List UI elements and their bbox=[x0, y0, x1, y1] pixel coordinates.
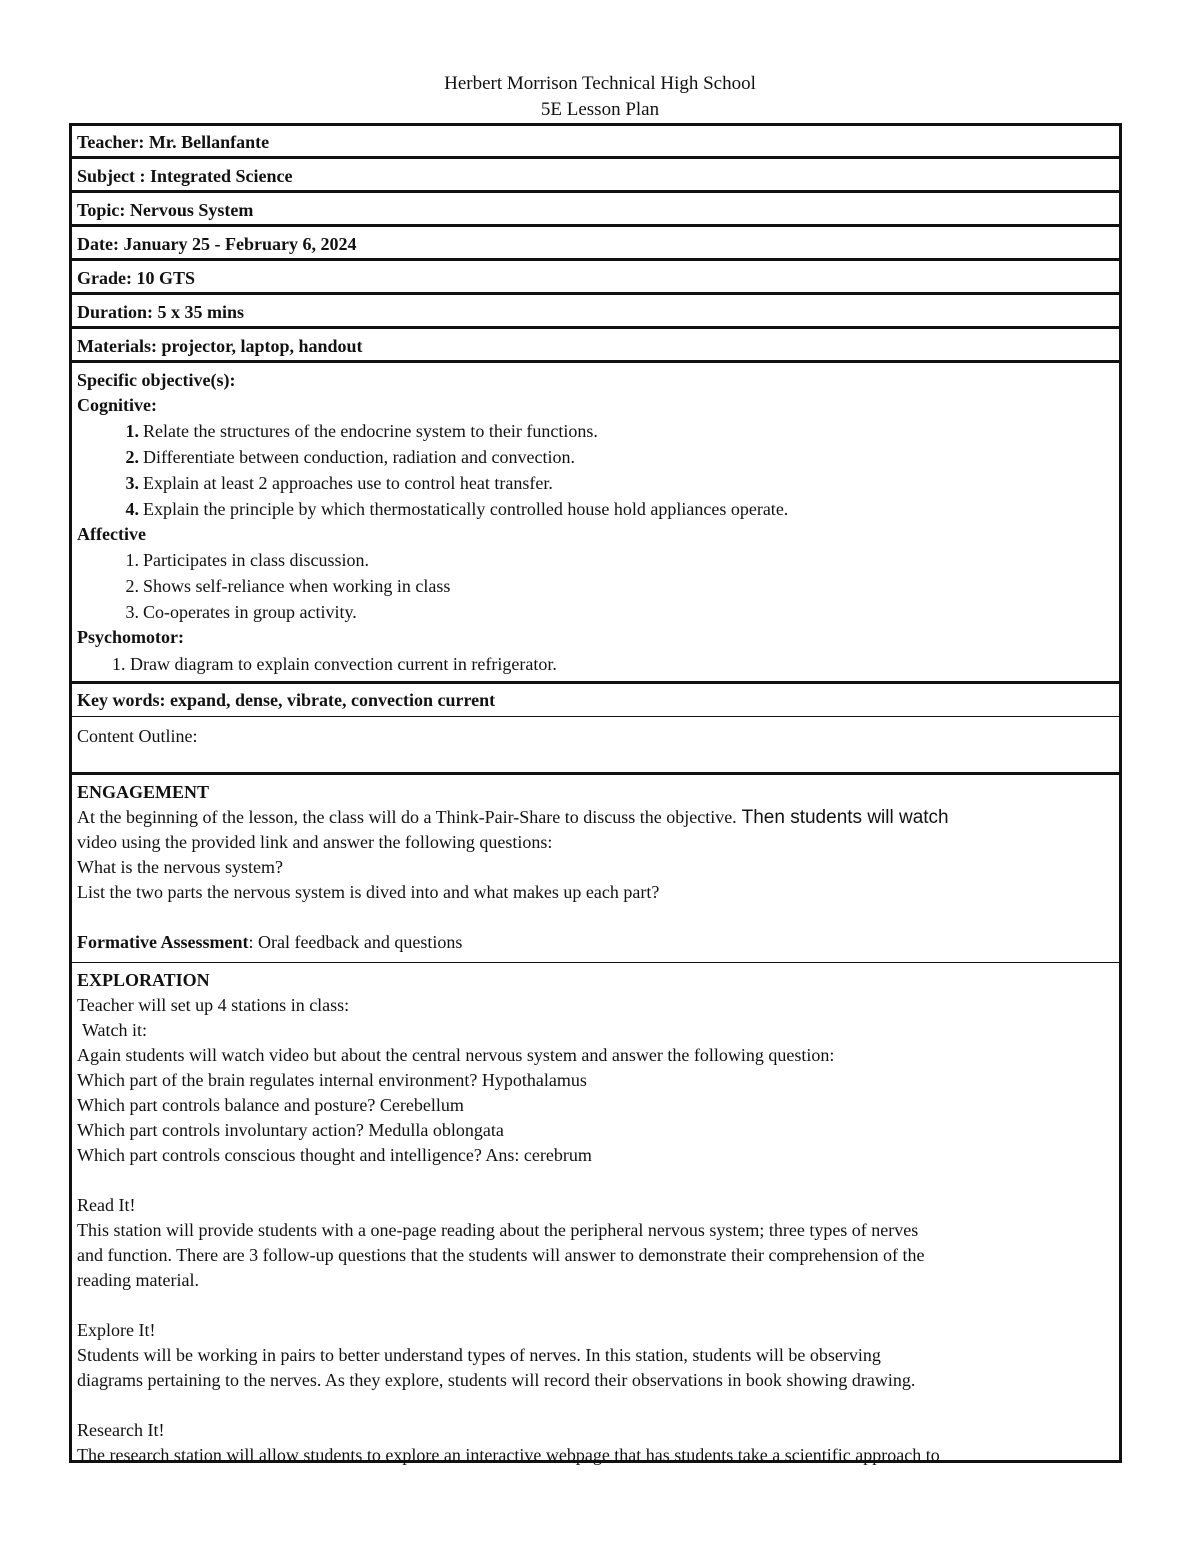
exploration-heading: EXPLORATION bbox=[77, 970, 210, 990]
psychomotor-item: 1. Draw diagram to explain convection current in refrigerator. bbox=[112, 654, 557, 674]
research-line: The research station will allow students to explore an interactive webpage that has students take a scientific approach to bbox=[77, 1445, 940, 1465]
page-header bbox=[0, 71, 1200, 123]
engagement-line: video using the provided link and answer the following questions: bbox=[77, 832, 553, 852]
read-heading: Read It! bbox=[77, 1195, 136, 1215]
engagement-question: What is the nervous system? bbox=[77, 857, 283, 877]
keywords-row: Key words: expand, dense, vibrate, convection current bbox=[72, 684, 1119, 717]
plan-type: 5E Lesson Plan bbox=[540, 99, 660, 120]
topic-row: Topic: Nervous System bbox=[72, 193, 1119, 227]
read-line: reading material. bbox=[77, 1270, 199, 1290]
date-row: Date: January 25 - February 6, 2024 bbox=[72, 227, 1119, 261]
teacher-row: Teacher: Mr. Bellanfante bbox=[72, 126, 1119, 159]
cognitive-heading: Cognitive: bbox=[77, 395, 157, 415]
exploration-section bbox=[72, 963, 1119, 1465]
watch-question: Which part of the brain regulates internal environment? Hypothalamus bbox=[77, 1070, 587, 1090]
lesson-plan-table bbox=[69, 123, 1122, 1463]
affective-item: 1. Participates in class discussion. bbox=[125, 550, 369, 570]
affective-heading: Affective bbox=[77, 524, 146, 544]
subject-row: Subject : Integrated Science bbox=[72, 159, 1119, 193]
watch-question: Which part controls balance and posture? Cerebellum bbox=[77, 1095, 464, 1115]
cognitive-item: 2. Differentiate between conduction, radiation and convection. bbox=[125, 447, 575, 467]
explore-line: diagrams pertaining to the nerves. As they explore, students will record their observations in book showing drawing. bbox=[77, 1370, 916, 1390]
explore-line: Students will be working in pairs to better understand types of nerves. In this station, students will be observing bbox=[77, 1345, 881, 1365]
watch-text: Again students will watch video but about the central nervous system and answer the following question: bbox=[77, 1045, 835, 1065]
content-outline-row: Content Outline: bbox=[72, 717, 1119, 775]
cognitive-item: 4. Explain the principle by which thermostatically controlled house hold appliances operate. bbox=[125, 499, 789, 519]
duration-row: Duration: 5 x 35 mins bbox=[72, 295, 1119, 329]
affective-item: 3. Co-operates in group activity. bbox=[125, 602, 357, 622]
grade-row: Grade: 10 GTS bbox=[72, 261, 1119, 295]
school-name: Herbert Morrison Technical High School bbox=[444, 73, 756, 94]
research-heading: Research It! bbox=[77, 1420, 165, 1440]
exploration-intro: Teacher will set up 4 stations in class: bbox=[77, 995, 350, 1015]
read-line: This station will provide students with a one-page reading about the peripheral nervous system; three types of nerves bbox=[77, 1220, 919, 1240]
watch-question: Which part controls conscious thought and intelligence? Ans: cerebrum bbox=[77, 1145, 592, 1165]
cognitive-item: 3. Explain at least 2 approaches use to control heat transfer. bbox=[125, 473, 553, 493]
watch-heading: Watch it: bbox=[82, 1020, 148, 1040]
materials-row: Materials: projector, laptop, handout bbox=[72, 329, 1119, 363]
objectives-section bbox=[72, 363, 1119, 684]
engagement-question: List the two parts the nervous system is dived into and what makes up each part? bbox=[77, 882, 660, 902]
objectives-heading: Specific objective(s): bbox=[77, 370, 236, 390]
formative-assessment: Formative Assessment: Oral feedback and questions bbox=[77, 932, 463, 952]
cognitive-item: 1. Relate the structures of the endocrine system to their functions. bbox=[125, 421, 598, 441]
engagement-section bbox=[72, 775, 1119, 963]
affective-item: 2. Shows self-reliance when working in class bbox=[125, 576, 451, 596]
psychomotor-heading: Psychomotor: bbox=[77, 627, 184, 647]
explore-heading: Explore It! bbox=[77, 1320, 156, 1340]
engagement-line: At the beginning of the lesson, the class will do a Think-Pair-Share to discuss the objective. Then students will watch bbox=[77, 807, 949, 828]
watch-question: Which part controls involuntary action? Medulla oblongata bbox=[77, 1120, 504, 1140]
engagement-heading: ENGAGEMENT bbox=[77, 782, 210, 802]
read-line: and function. There are 3 follow-up questions that the students will answer to demonstrate their comprehension of the bbox=[77, 1245, 925, 1265]
